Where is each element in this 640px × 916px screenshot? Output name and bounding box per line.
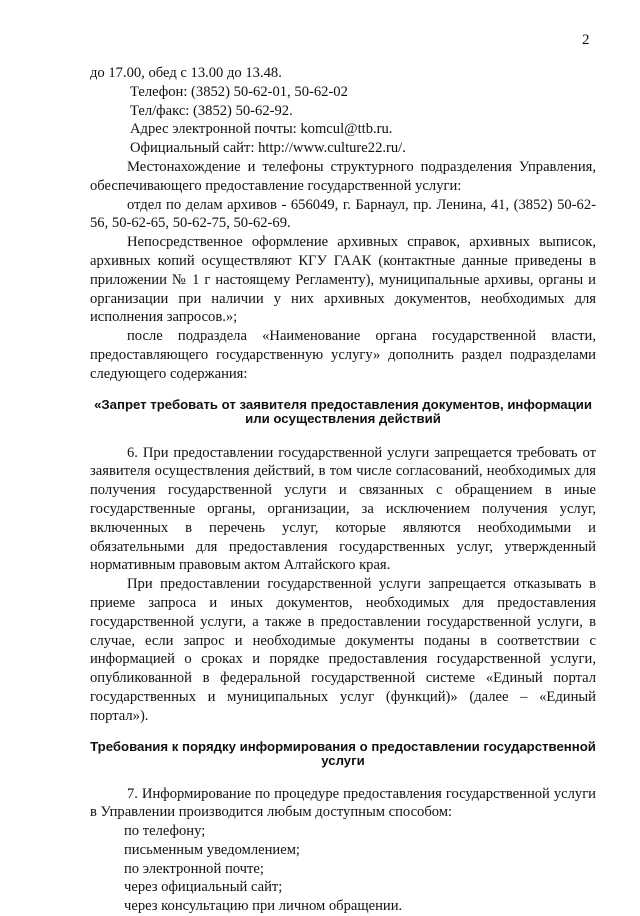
- list-item-written: письменным уведомлением;: [124, 841, 300, 858]
- section6-paragraph1: 6. При предоставлении государственной услуги запрещается требовать от заявителя осуществления действий, в том числе согласований, необходимых для получения государственной услуги и связанных с обращением в иные государственные органы, организации, за исключением получения услуг, включенных в перечень услуг, которые являются необходимыми и обязательными для предоставления государственных услуг, утвержденный нормативным правовым актом Алтайского края.: [90, 444, 596, 574]
- list-item-email: по электронной почте;: [124, 860, 264, 877]
- page-number: 2: [582, 32, 590, 48]
- list-item-website: через официальный сайт;: [124, 879, 283, 896]
- phone-line: Телефон: (3852) 50-62-01, 50-62-02: [130, 83, 348, 100]
- email-line: Адрес электронной почты: komcul@ttb.ru.: [130, 121, 393, 138]
- archive-department-paragraph: отдел по делам архивов - 656049, г. Барнаул, пр. Ленина, 41, (3852) 50-62-56, 50-62-65, 50-62-75, 50-62-69.: [90, 196, 596, 232]
- section6-paragraph2: При предоставлении государственной услуги запрещается отказывать в приеме запроса и иных документов, необходимых для предоставления государственной услуги, а также в предоставлении государственной услуги, в случае, если запрос и необходимые документы поданы в соответствии с информацией о сроках и порядке предоставления государственной услуги, опубликованной в федеральной государственной системе «Единый портал государственных и муниципальных услуг (функций)» (далее – «Единый портал»).: [90, 576, 596, 724]
- section-heading-prohibition: «Запрет требовать от заявителя предоставления документов, информации или осуществления действий: [94, 396, 592, 427]
- working-hours-line: до 17.00, обед с 13.00 до 13.48.: [90, 65, 282, 81]
- amendment-paragraph: после подраздела «Наименование органа государственной власти, предоставляющего государственную услугу» дополнить раздел подразделами следующего содержания:: [90, 328, 596, 382]
- list-item-consultation: через консультацию при личном обращении.: [124, 898, 403, 915]
- section7-paragraph1: 7. Информирование по процедуре предоставления государственной услуги в Управлении производится любым доступным способом:: [90, 785, 596, 821]
- list-item-phone: по телефону;: [124, 823, 206, 840]
- direct-execution-paragraph: Непосредственное оформление архивных справок, архивных выписок, архивных копий осуществляют КГУ ГААК (контактные данные приведены в приложении № 1 г настоящему Регламенту), муниципальные архивы, органы и организации при наличии у них архивных документов, необходимых для исполнения запросов.»;: [90, 234, 596, 326]
- location-paragraph: Местонахождение и телефоны структурного подразделения Управления, обеспечивающего предоставление государственной услуги:: [90, 158, 596, 194]
- fax-line: Тел/факс: (3852) 50-62-92.: [130, 102, 293, 119]
- section-heading-informing: Требования к порядку информирования о предоставлении государственной услуги: [90, 738, 596, 768]
- document-body: [90, 64, 596, 916]
- website-line: Официальный сайт: http://www.culture22.ru/.: [130, 140, 406, 157]
